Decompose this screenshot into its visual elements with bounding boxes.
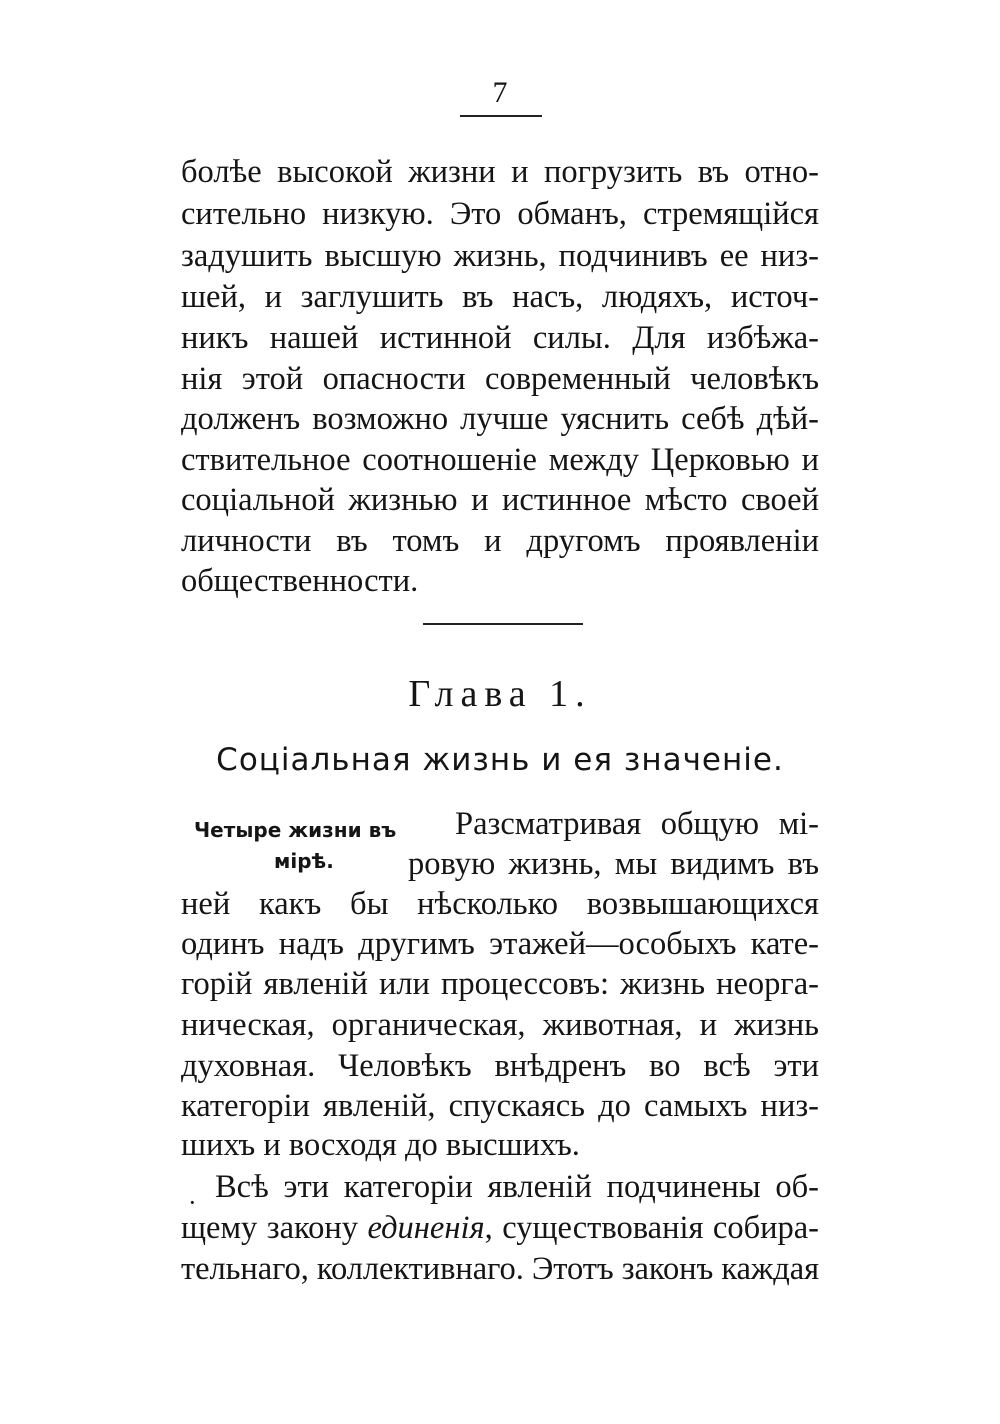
chapter-title: Соціальная жизнь и ея значеніе. [216,742,784,778]
text-line: шихъ и восходя до высшихъ. [181,1127,580,1163]
margin-note-line-1: Четыре жизни въ [194,818,397,842]
text-line: одинъ надъ другимъ этажей—особыхъ кате- [181,926,819,962]
text-line: духовная. Человѣкъ внѣдренъ во всѣ эти [181,1048,819,1084]
text-line: Всѣ эти категоріи явленій подчинены об- [215,1169,819,1205]
text-line: Разсматривая общую мі- [455,806,819,842]
text-line: задушить высшую жизнь, подчинивъ ее низ- [181,238,819,274]
page-number-rule [460,115,542,117]
text-segment: щему закону [181,1210,368,1246]
print-speck: · [188,1188,197,1217]
italic-term: единенія [367,1210,485,1246]
section-divider [423,623,583,625]
text-line: горій явленій или процессовъ: жизнь неорга- [181,966,819,1002]
text-line: тельнаго, коллективнаго. Этотъ законъ каждая [181,1251,819,1287]
text-line: ническая, органическая, животная, и жизнь [181,1007,819,1043]
text-line: ствительное соотношеніе между Церковью и [181,442,819,478]
text-line: шей, и заглушить въ насъ, людяхъ, источ- [181,279,819,315]
text-line: никъ нашей истинной силы. Для избѣжа- [181,320,819,356]
text-line: ней какъ бы нѣсколько возвышающихся [181,886,819,922]
text-line: сительно низкую. Это обманъ, стремящійся [181,196,819,232]
page-number: 7 [492,76,508,109]
text-line: соціальной жизнью и истинное мѣсто своей [181,482,819,518]
text-line: категоріи явленій, спускаясь до самыхъ низ- [181,1088,819,1124]
text-line: ровую жизнь, мы видимъ въ [408,846,819,882]
text-segment: , существованія собира- [484,1210,820,1246]
text-line: общественности. [181,563,419,599]
text-line: нія этой опасности современный человѣкъ [181,361,819,397]
text-line: долженъ возможно лучше уяснить себѣ дѣй- [181,401,819,437]
text-line: личности въ томъ и другомъ проявленіи [181,523,819,559]
text-line: болѣе высокой жизни и погрузить въ отно- [181,154,819,190]
text-line [181,1208,819,1248]
margin-note-line-2: мірѣ. [274,849,334,873]
chapter-heading: Глава 1. [408,673,592,715]
